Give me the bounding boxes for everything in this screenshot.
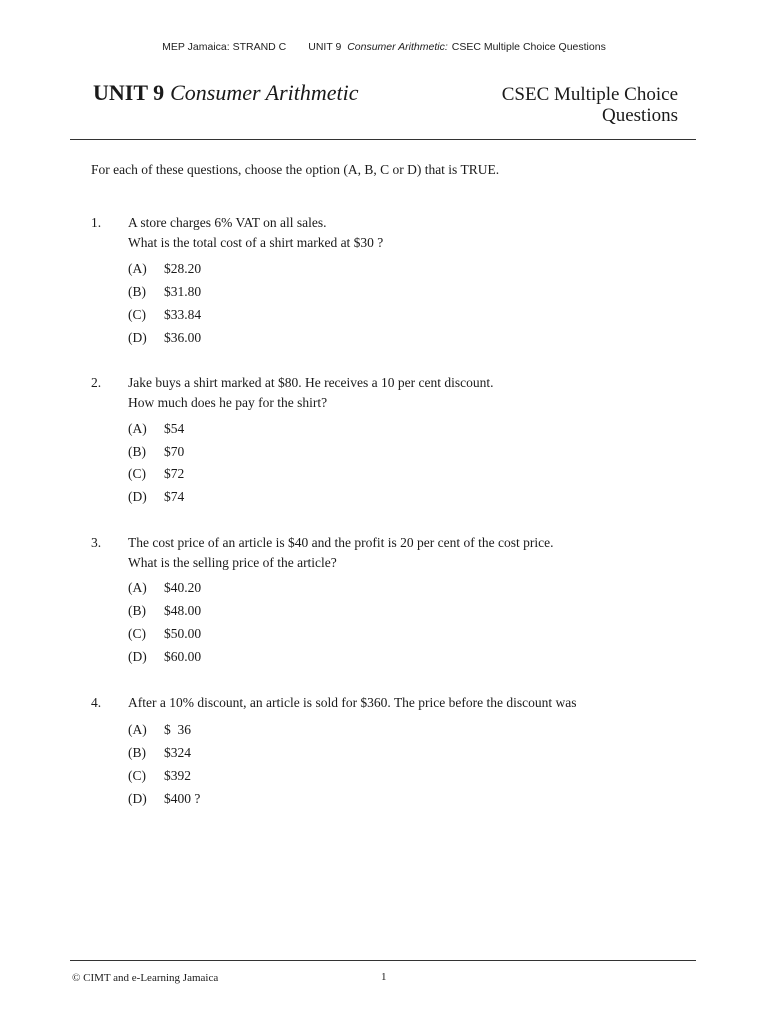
instructions: For each of these questions, choose the option (A, B, C or D) that is TRUE. (91, 162, 500, 177)
footer-copyright: © CIMT and e-Learning Jamaica (72, 972, 219, 984)
question-text-line: What is the total cost of a shirt marked at $30 ? (128, 235, 384, 250)
header-unit: UNIT 9 (308, 41, 342, 53)
header-section: CSEC Multiple Choice Questions (451, 41, 606, 53)
option-value: $33.84 (164, 307, 202, 322)
page-number: 1 (381, 971, 387, 983)
option-letter: (C) (128, 307, 146, 322)
option-value: $50.00 (164, 626, 202, 641)
option-letter: (B) (128, 444, 146, 459)
option-value: $324 (164, 745, 191, 760)
unit-name: Consumer Arithmetic (170, 80, 359, 105)
option-value: $36.00 (164, 330, 202, 345)
unit-number: UNIT 9 (93, 80, 165, 105)
section-title-line1: CSEC Multiple Choice (501, 84, 678, 105)
option-letter: (A) (128, 421, 147, 436)
question-text-line: Jake buys a shirt marked at $80. He receives a 10 per cent discount. (128, 375, 494, 390)
option-value: $70 (164, 444, 185, 459)
section-title (438, 84, 678, 126)
option-value: $31.80 (164, 284, 202, 299)
question-number: 4. (91, 695, 102, 710)
option-value: $48.00 (164, 603, 202, 618)
option-value: $ 36 (164, 722, 191, 737)
option-value: $400 ? (164, 791, 201, 806)
question-text-line: What is the selling price of the article? (128, 555, 337, 570)
header-divider (70, 139, 696, 140)
option-value: $54 (164, 421, 185, 436)
option-letter: (D) (128, 649, 147, 664)
option-value: $60.00 (164, 649, 202, 664)
option-letter: (D) (128, 330, 147, 345)
option-value: $40.20 (164, 580, 202, 595)
footer-divider (70, 960, 696, 961)
section-title-line2: Questions (602, 105, 678, 126)
option-letter: (C) (128, 768, 146, 783)
option-letter: (B) (128, 603, 146, 618)
header-unit-topic: Consumer Arithmetic: (347, 41, 448, 53)
option-letter: (A) (128, 722, 147, 737)
option-value: $74 (164, 489, 185, 504)
option-value: $392 (164, 768, 191, 783)
option-letter: (B) (128, 284, 146, 299)
option-letter: (B) (128, 745, 146, 760)
question-number: 3. (91, 535, 102, 550)
option-value: $28.20 (164, 261, 202, 276)
question-text-line: How much does he pay for the shirt? (128, 395, 328, 410)
option-letter: (C) (128, 466, 146, 481)
option-letter: (C) (128, 626, 146, 641)
option-letter: (A) (128, 580, 147, 595)
option-value: $72 (164, 466, 185, 481)
unit-title (93, 80, 359, 106)
option-letter: (D) (128, 791, 147, 806)
header-strand: MEP Jamaica: STRAND C (162, 41, 287, 53)
question-text-line: The cost price of an article is $40 and the profit is 20 per cent of the cost price. (128, 535, 554, 550)
question-text-line: A store charges 6% VAT on all sales. (128, 215, 327, 230)
option-letter: (A) (128, 261, 147, 276)
running-header (0, 41, 768, 53)
question-number: 1. (91, 215, 102, 230)
question-text-line: After a 10% discount, an article is sold for $360. The price before the discount was (128, 695, 577, 710)
option-letter: (D) (128, 489, 147, 504)
question-number: 2. (91, 375, 102, 390)
